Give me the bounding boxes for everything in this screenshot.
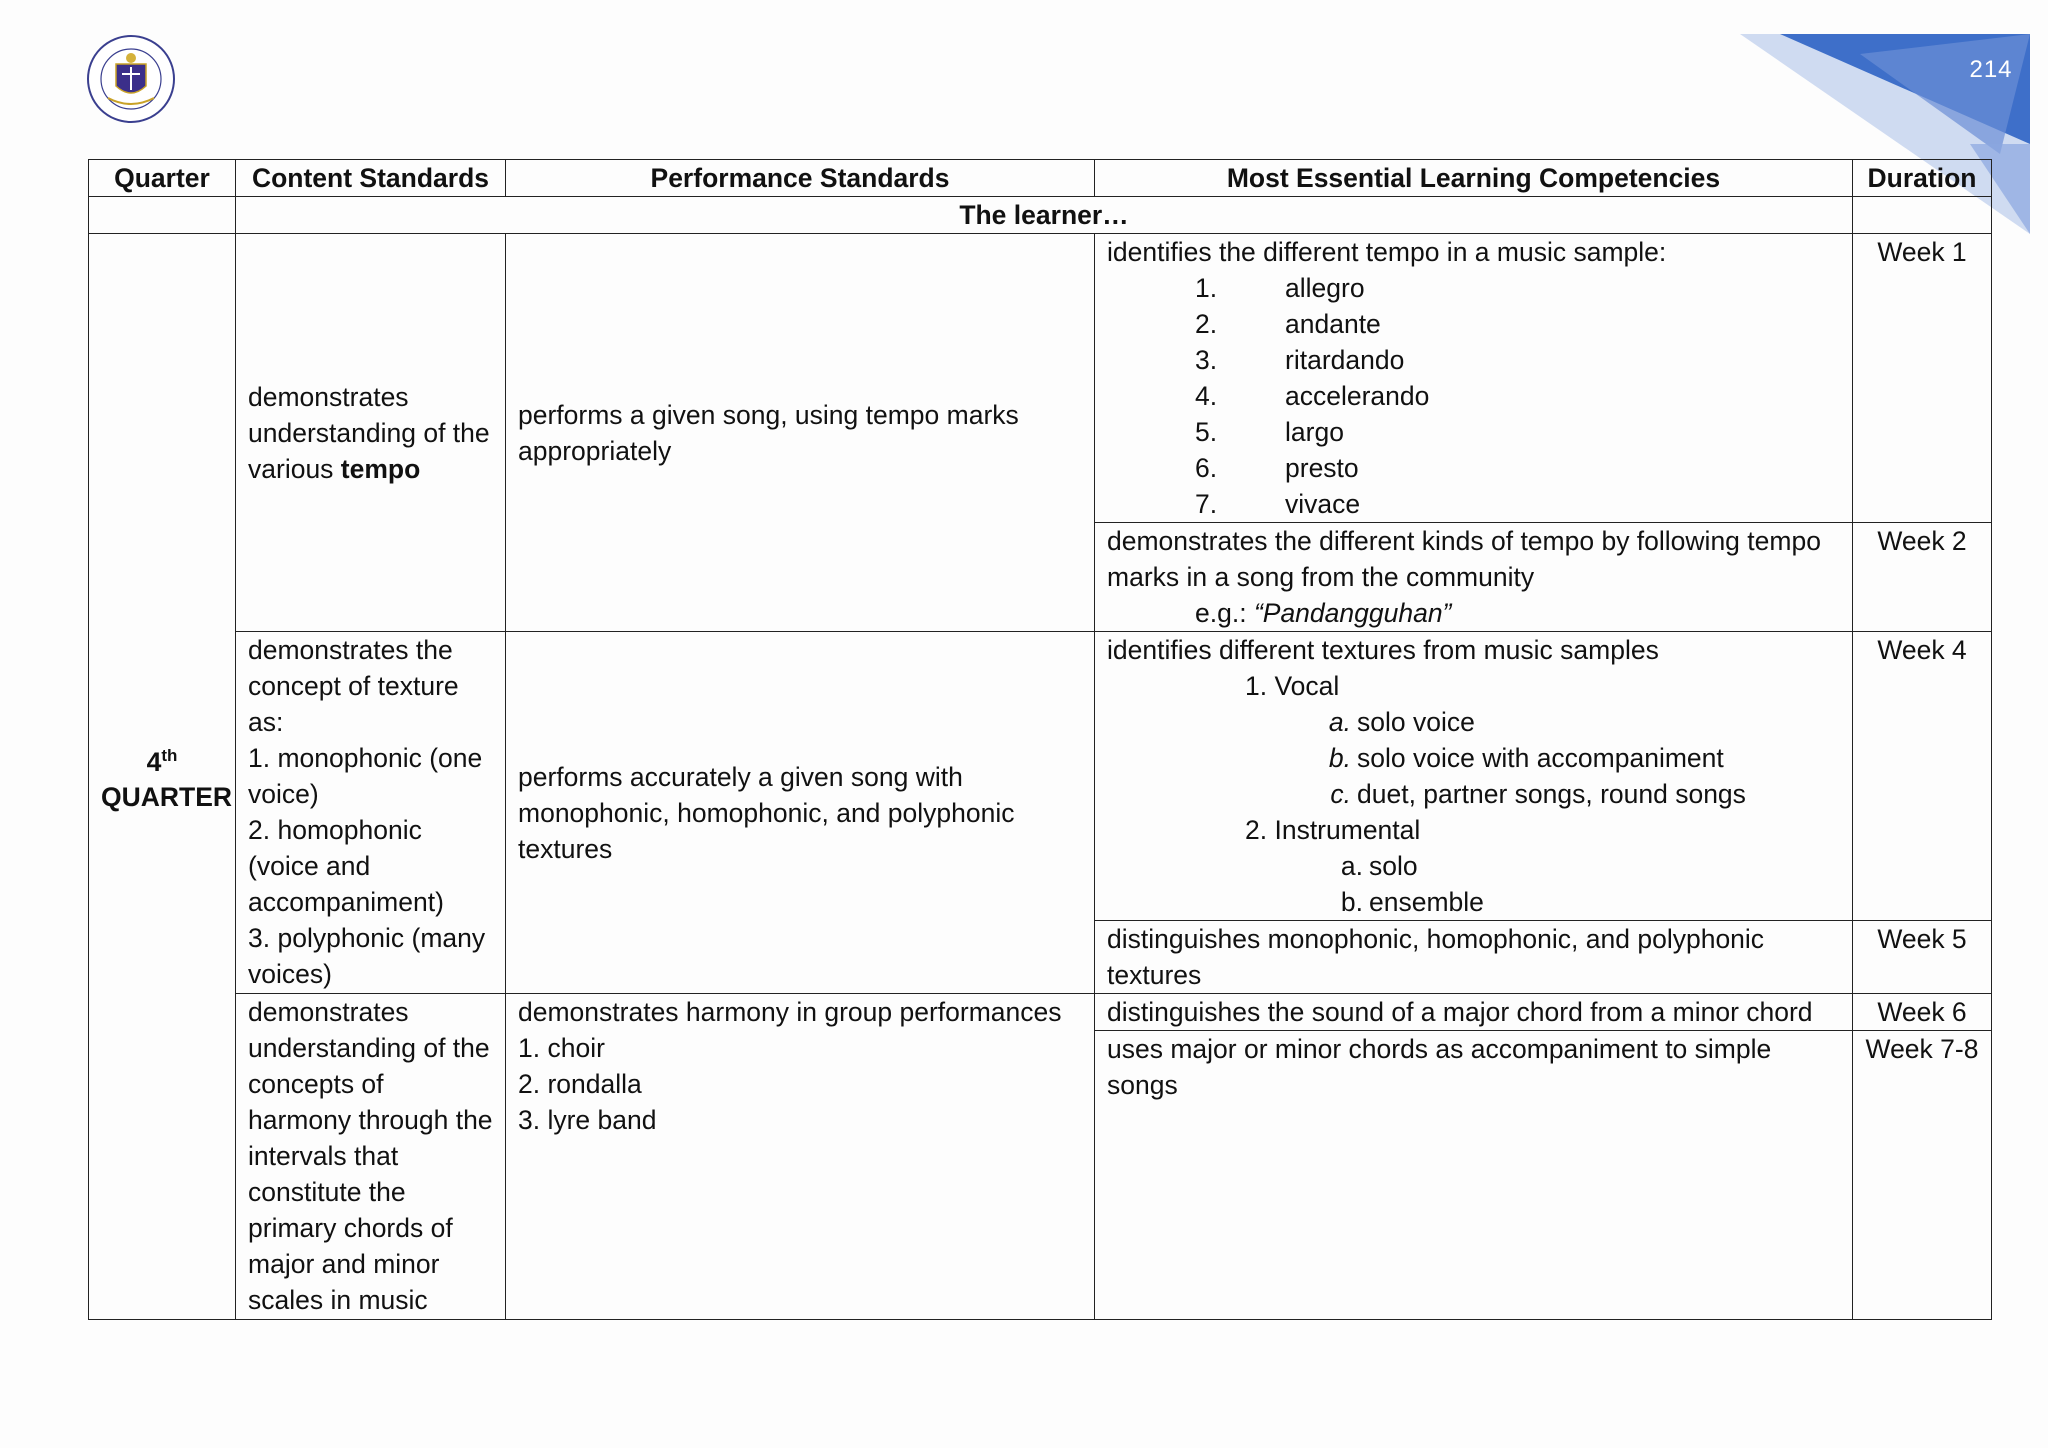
learner-label: The learner… [236, 197, 1853, 234]
list-item: 3. ritardando [1195, 345, 1405, 375]
example-line: e.g.: “Pandangguhan” [1195, 598, 1452, 628]
vocal-label: 1. Vocal [1245, 671, 1340, 701]
list-item: 1. allegro [1195, 273, 1365, 303]
deped-seal-logo [86, 34, 176, 124]
list-item: 2. andante [1195, 309, 1381, 339]
header-performance-standards: Performance Standards [506, 160, 1095, 197]
content-tempo [236, 234, 506, 632]
duration-week2: Week 2 [1853, 523, 1992, 632]
header-duration: Duration [1853, 160, 1992, 197]
content-harmony: demonstrates understanding of the concepts of harmony through the intervals that constitute the primary chords of major and minor scales in music [236, 994, 506, 1320]
content-tempo-bold: tempo [340, 453, 421, 484]
competency-texture-identify [1095, 632, 1853, 921]
performance-line: 2. rondalla [518, 1069, 642, 1099]
performance-line: 1. choir [518, 1033, 605, 1063]
header-content-standards: Content Standards [236, 160, 506, 197]
list-item: 5. largo [1195, 417, 1344, 447]
competency-chord-use: uses major or minor chords as accompaniment to simple songs [1095, 1031, 1853, 1320]
performance-tempo: performs a given song, using tempo marks appropriately [506, 234, 1095, 632]
list-item: c. duet, partner songs, round songs [1330, 779, 1746, 809]
quarter-superscript: th [161, 745, 178, 765]
competency-intro: identifies the different tempo in a music sample: [1107, 237, 1667, 267]
header-competencies: Most Essential Learning Competencies [1095, 160, 1853, 197]
content-line: 1. monophonic (one voice) [248, 743, 483, 809]
performance-texture: performs accurately a given song with monophonic, homophonic, and polyphonic textures [506, 632, 1095, 994]
list-item: a. solo voice [1328, 707, 1475, 737]
list-item: b. ensemble [1340, 887, 1484, 917]
quarter-number: 4 [146, 746, 162, 777]
content-line: 3. polyphonic (many voices) [248, 923, 486, 989]
duration-week7-8: Week 7-8 [1853, 1031, 1992, 1320]
performance-line: 3. lyre band [518, 1105, 657, 1135]
performance-harmony [506, 994, 1095, 1320]
performance-line: demonstrates harmony in group performances [518, 997, 1062, 1027]
list-item: b. solo voice with accompaniment [1328, 743, 1724, 773]
page-number: 214 [1969, 56, 2013, 83]
table-row [89, 994, 1992, 1031]
content-tempo-text: demonstrates understanding of the various [248, 381, 490, 484]
duration-week6: Week 6 [1853, 994, 1992, 1031]
competency-text: demonstrates the different kinds of tempo by following tempo marks in a song from the community [1107, 526, 1821, 592]
list-item: 6. presto [1195, 453, 1359, 483]
header-quarter: Quarter [89, 160, 236, 197]
duration-week4: Week 4 [1853, 632, 1992, 921]
competency-texture-distinguish: distinguishes monophonic, homophonic, and polyphonic textures [1095, 921, 1853, 994]
quarter-word: QUARTER [101, 782, 233, 813]
header-row [89, 160, 1992, 197]
quarter-cell [89, 234, 236, 1320]
list-item: a. solo [1340, 851, 1418, 881]
learner-row [89, 197, 1992, 234]
duration-week1: Week 1 [1853, 234, 1992, 523]
table-row [89, 632, 1992, 921]
melc-table [88, 159, 1992, 1320]
competency-tempo-demonstrate [1095, 523, 1853, 632]
list-item: 7. vivace [1195, 489, 1361, 519]
list-item: 4. accelerando [1195, 381, 1430, 411]
competency-tempo-identify [1095, 234, 1853, 523]
duration-week5: Week 5 [1853, 921, 1992, 994]
competency-intro: identifies different textures from music samples [1107, 635, 1659, 665]
content-line: demonstrates the concept of texture as: [248, 635, 459, 737]
instrumental-label: 2. Instrumental [1245, 815, 1421, 845]
content-texture [236, 632, 506, 994]
content-line: 2. homophonic (voice and accompaniment) [248, 815, 444, 917]
table-row [89, 234, 1992, 523]
competency-chord-distinguish: distinguishes the sound of a major chord from a minor chord [1095, 994, 1853, 1031]
